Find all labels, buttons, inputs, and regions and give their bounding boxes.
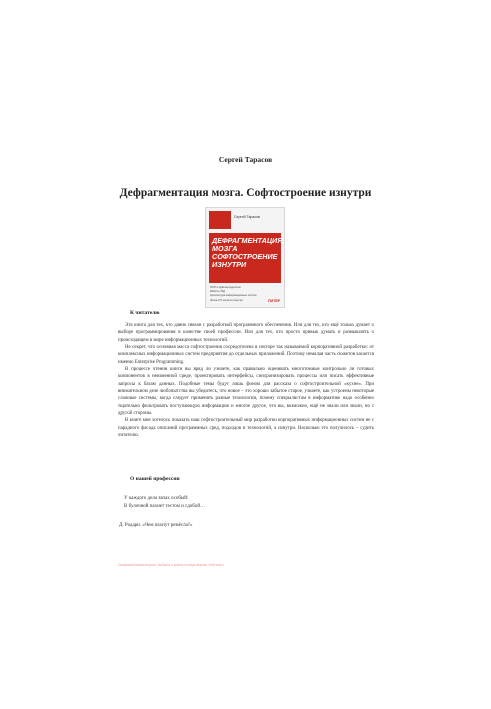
cover-author: Сергей Тарасов (234, 215, 260, 219)
epigraph-signature: Д. Родари. «Чем пахнут ремёсла?» (119, 523, 193, 528)
cover-list-item: Жизнь ИТ-отрасли изнутри (210, 298, 243, 302)
cover-title-line: МОЗГА (212, 244, 238, 253)
section-heading-reader: К читателю (130, 310, 160, 316)
paragraph: В процессе чтения книги вы вряд ли узнаете, как правильно оценивать многотомные контрольно ли готовых компонентов в неизменной среде, проектировать интерфейсы, синхронизировать процессы или писать эффективные запросы к базам данных. Подобные темы будут лишь фоном для рассказа о софтостроительной «кухне». При внимательном деле любопытства вы убедитесь, что новое – это хорошо забытое старое, узнаете, как устроены некоторые сложные системы, когда следует применять разные технологии, почему специалистам в информатике надо особенно тщательно фильтровать поступающую информацию и многое другое, что вы, возможно, ещё не знали или знали, но с другой стороны. (118, 367, 374, 417)
epigraph-line: У каждого дела запах особый: (124, 496, 189, 501)
cover-top-block (209, 211, 231, 229)
cover-feature-list (210, 286, 260, 303)
cover-list-item: ООП и Agile-методологии (210, 286, 241, 289)
paragraph: Не секрет, что основная масса софтостроения сосредоточена в секторе так называемой корпоративной разработки: от комплексных информационных систем предприятия до отдельных приложений. Поэтому немалая часть сюжетов касается именно Enterprise Programming. (118, 345, 374, 365)
paragraph: Эта книга для тех, кто давно связан с разработкой программного обеспечения. Или для тех, кто ещё только думает о выборе программирования в качестве своей профессии. Или для тех, кто просто привык думать и размышлять о происходящем в мире информационных технологий. (118, 323, 374, 343)
cover-title-line: ДЕФРАГМЕНТАЦИЯ (212, 236, 283, 245)
book-cover-image (205, 207, 285, 308)
cover-title-line: СОФТОСТРОЕНИЕ (212, 252, 278, 261)
epigraph-line: В булочной пахнет тестом и сдобой… (124, 504, 206, 509)
cover-list-item: Работа с БД (210, 290, 225, 294)
epigraph (124, 495, 205, 511)
cover-title (212, 236, 283, 269)
section-reader-body (118, 322, 374, 440)
paragraph: В книге мне хотелось показать наш софтостроительный мир разработки корпоративных информационных систем не с парадного фасада описаний программных сред, подходов и технологий, а изнутри. Насколько это получилось – судить читателю. (118, 418, 374, 439)
trial-version-link[interactable]: Ознакомительная версия. Выбрать и купить полную версию этой книги (118, 563, 224, 567)
cover-title-line: ИЗНУТРИ (212, 260, 247, 269)
book-author: Сергей Тарасов (218, 155, 273, 164)
section-heading-profession: О нашей профессии (130, 476, 180, 482)
cover-list-item: Архитектура информационных систем (210, 294, 257, 298)
book-title: Дефрагментация мозга. Софтостроение изнутри (119, 187, 372, 199)
publisher-logo: ПИТЕР (268, 299, 280, 303)
